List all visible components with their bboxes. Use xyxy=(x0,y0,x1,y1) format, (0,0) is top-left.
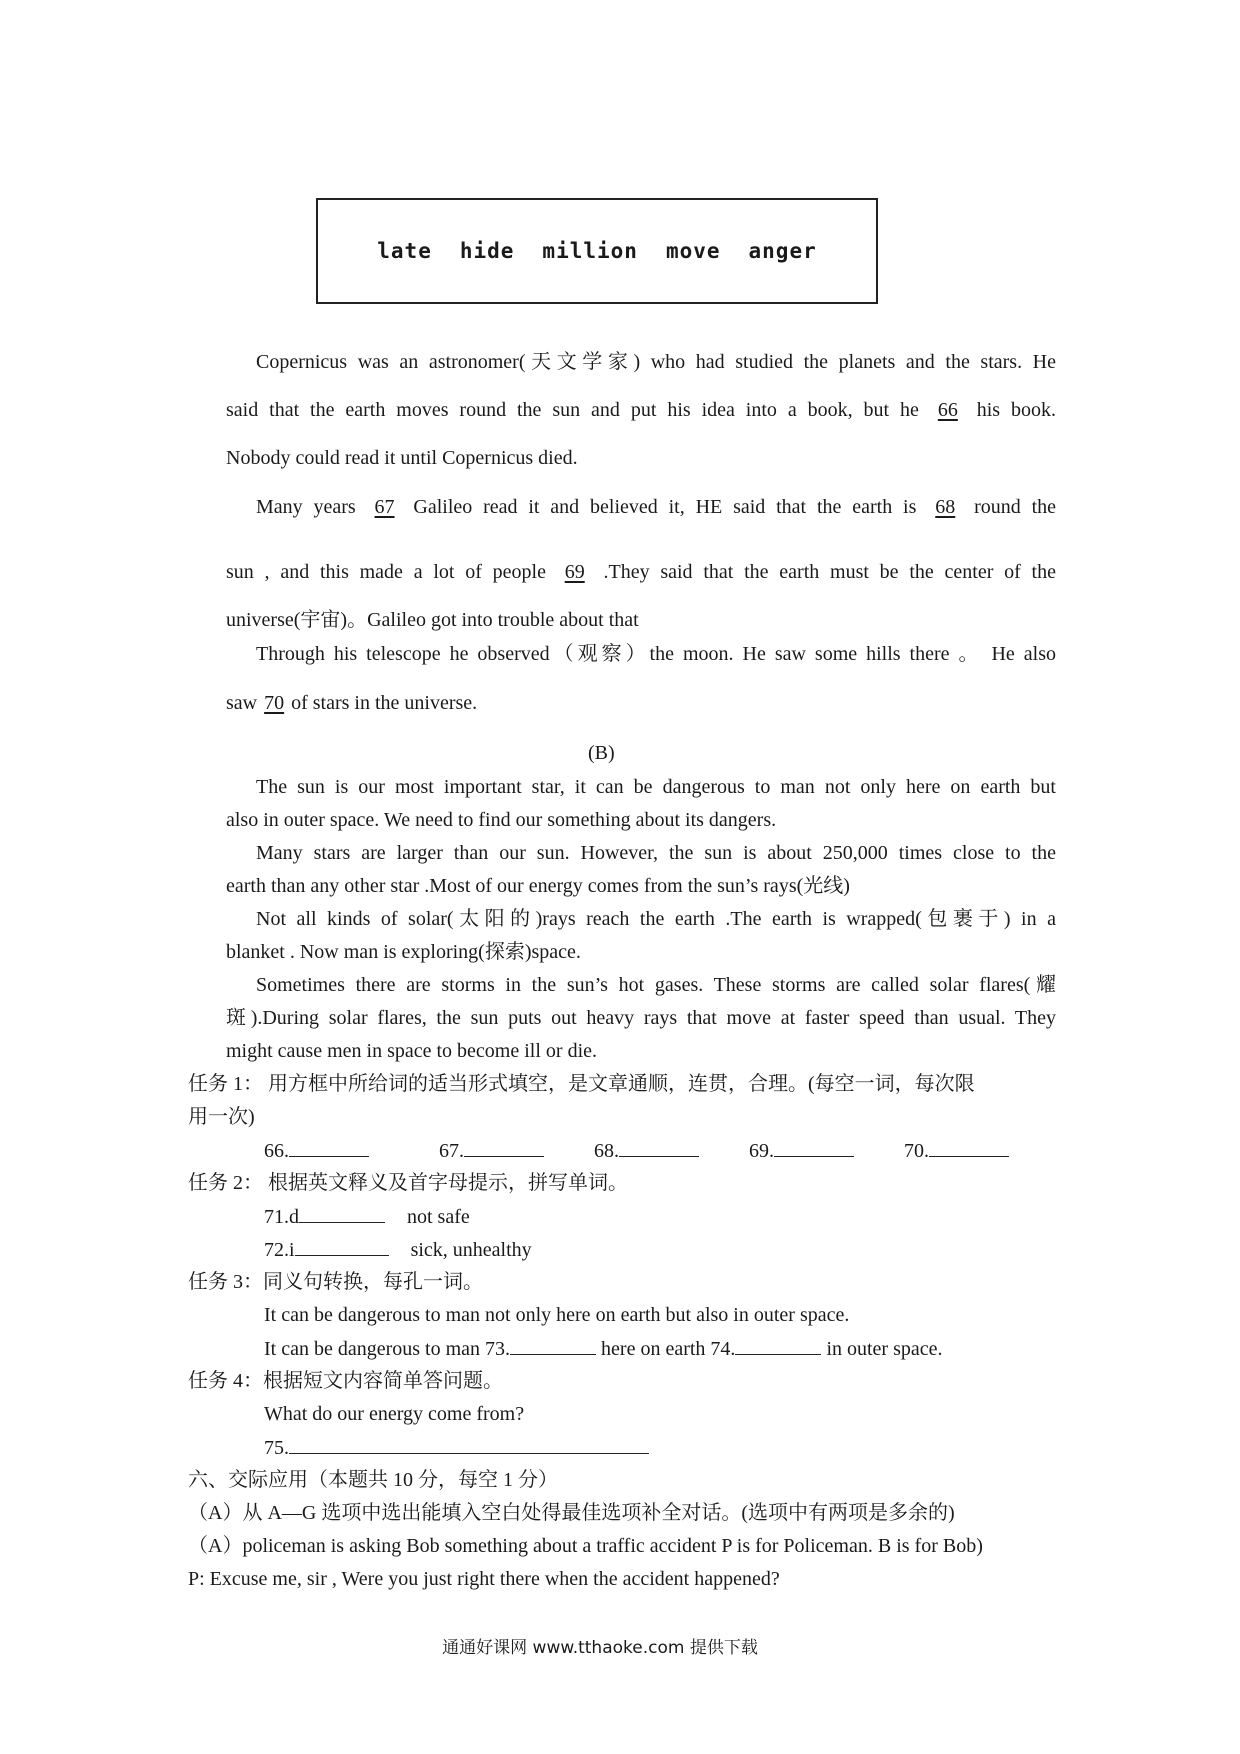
task-1-instruction-cont: 用一次) xyxy=(188,1106,255,1128)
passage-a-line: Copernicus was an astronomer(天文学家) who had studied the planets and the stars. He xyxy=(256,351,1056,373)
answer-66[interactable]: 66. xyxy=(264,1140,369,1162)
blank-66: 66 xyxy=(937,399,958,421)
section-6-instruction: （A）从 A—G 选项中选出能填入空白处得最佳选项补全对话。(选项中有两项是多余的) xyxy=(188,1502,955,1524)
passage-a-line: saw 70 of stars in the universe. xyxy=(226,692,478,714)
answer-68[interactable]: 68. xyxy=(594,1140,699,1162)
blank-67: 67 xyxy=(374,496,395,518)
word-bank-word: late xyxy=(377,239,432,263)
passage-a-line: Many years 67 Galileo read it and believed it, HE said that the earth is 68 round the xyxy=(256,496,1057,518)
section-6-title: 六、交际应用（本题共 10 分，每空 1 分） xyxy=(188,1469,558,1491)
passage-b-line: Many stars are larger than our sun. However, the sun is about 250,000 times close to the xyxy=(256,842,1056,864)
passage-a-line: universe(宇宙)。Galileo got into trouble about that xyxy=(226,609,639,631)
task-1-instruction: 任务 1： 用方框中所给词的适当形式填空，是文章通顺，连贯，合理。(每空一词，每次限 xyxy=(188,1073,975,1095)
word-bank-word: hide xyxy=(459,239,515,263)
task-2-item-72[interactable]: 72.i sick, unhealthy xyxy=(264,1239,532,1261)
passage-b-line: earth than any other star .Most of our energy comes from the sun’s rays(光线) xyxy=(226,875,850,897)
passage-b-heading: (B) xyxy=(588,742,615,764)
passage-b-line: also in outer space. We need to find our something about its dangers. xyxy=(226,809,777,831)
passage-b-line: might cause men in space to become ill or die. xyxy=(226,1040,597,1062)
passage-b-line: blanket . Now man is exploring(探索)space. xyxy=(226,941,581,963)
passage-b-line: Not all kinds of solar(太阳的)rays reach the earth .The earth is wrapped(包裹于) in a xyxy=(256,908,1056,930)
word-bank-words xyxy=(377,239,816,263)
passage-a-line: sun , and this made a lot of people 69 .They said that the earth must be the center of the xyxy=(226,561,1056,583)
blank-68: 68 xyxy=(935,496,956,518)
section-6-context: （A）policeman is asking Bob something about a traffic accident P is for Policeman. B is for Bob) xyxy=(188,1535,983,1557)
blank-70: 70 xyxy=(264,692,285,714)
dialogue-line: P: Excuse me, sir , Were you just right there when the accident happened? xyxy=(188,1568,780,1590)
passage-b-line: Sometimes there are storms in the sun’s hot gases. These storms are called solar flares(耀 xyxy=(256,974,1056,996)
passage-b-line: The sun is our most important star, it can be dangerous to man not only here on earth but xyxy=(256,776,1056,798)
task-2-item-71[interactable]: 71.d not safe xyxy=(264,1206,470,1228)
answer-67[interactable]: 67. xyxy=(439,1140,544,1162)
footer-credit: 通通好课网 www.tthaoke.com 提供下载 xyxy=(442,1638,758,1658)
word-bank-word: move xyxy=(665,239,721,263)
task-3-rewrite[interactable]: It can be dangerous to man 73. here on earth 74. in outer space. xyxy=(264,1338,943,1360)
passage-a-line: Through his telescope he observed（观察）the moon. He saw some hills there 。 He also xyxy=(256,643,1056,665)
passage-b-line: 斑).During solar flares, the sun puts out heavy rays that move at faster speed than usual. They xyxy=(226,1007,1056,1029)
blank-69: 69 xyxy=(564,561,585,583)
word-bank-word: anger xyxy=(748,239,817,263)
word-bank-box xyxy=(316,198,878,304)
passage-a-line: said that the earth moves round the sun and put his idea into a book, but he 66 his book. xyxy=(226,399,1057,421)
answer-69[interactable]: 69. xyxy=(749,1140,854,1162)
task-4-answer-75[interactable]: 75. xyxy=(264,1435,649,1460)
passage-a-line: Nobody could read it until Copernicus died. xyxy=(226,447,578,469)
answer-70[interactable]: 70. xyxy=(904,1140,1009,1162)
task-3-sentence: It can be dangerous to man not only here on earth but also in outer space. xyxy=(264,1304,850,1326)
task-4-question: What do our energy come from? xyxy=(264,1403,525,1425)
task-3-instruction: 任务 3：同义句转换，每孔一词。 xyxy=(188,1271,483,1293)
task-2-instruction: 任务 2： 根据英文释义及首字母提示，拼写单词。 xyxy=(188,1172,628,1194)
word-bank-word: million xyxy=(542,239,638,263)
task-4-instruction: 任务 4：根据短文内容简单答问题。 xyxy=(188,1370,503,1392)
task-1-blanks xyxy=(264,1138,1009,1163)
